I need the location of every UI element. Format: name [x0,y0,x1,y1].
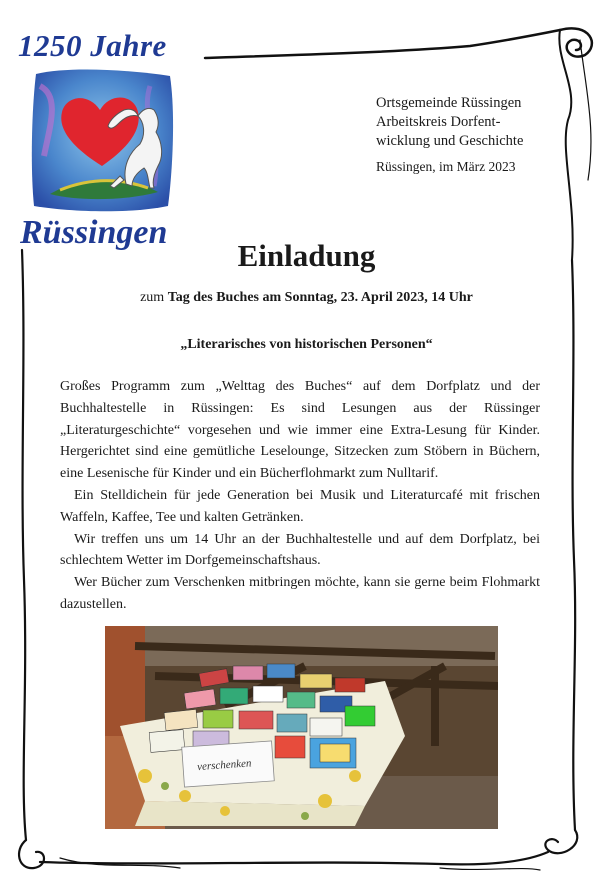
event-subline-prefix: zum [140,290,168,305]
sender-block [376,94,596,176]
sender-department-line2: wicklung und Geschichte [376,133,524,149]
photo-sign-text: verschenken [196,757,252,774]
body-paragraph: Wer Bücher zum Verschenken mitbringen möchte, kann sie gerne beim Flohmarkt dazustellen. [60,575,540,612]
logo-place-name: Rüssingen [20,214,168,251]
logo-title: 1250 Jahre [18,28,167,63]
logo-heart-horse-image [30,66,176,214]
sender-department-line1: Arbeitskreis Dorfent- [376,114,501,130]
book-table-photo [105,626,498,829]
sender-organization: Ortsgemeinde Rüssingen [376,95,522,111]
body-paragraph: Ein Stelldichein für jede Generation bei Musik und Literaturcafé mit frischen Waffeln, Kaffee, Tee und kalten Getränken. [60,487,540,525]
event-motto: „Literarisches von historischen Personen“ [180,337,433,352]
sender-date: Rüssingen, im März 2023 [376,159,516,174]
event-date-line: Tag des Buches am Sonntag, 23. April 2023, 14 Uhr [167,290,473,305]
page-title: Einladung [237,238,376,273]
invitation-body [60,376,540,616]
body-paragraph: Großes Programm zum „Welttag des Buches“ auf dem Dorfplatz und der Buchhaltestelle in Rüssingen: Es sind Lesungen aus der Rüssinger „Literaturgeschichte“ vorgesehen und wie immer eine Extra-Lesung für Kinder. Hergerichtet sind eine gemütliche Leselounge, Sitzecken zum Stöbern in Büchern, eine Lesenische für Kinder und ein Bücherflohmarkt zum Nulltarif. [60,379,540,482]
body-paragraph: Wir treffen uns um 14 Uhr an der Buchhaltestelle und auf dem Dorfplatz, bei schlechtem Wetter im Dorfgemeinschaftshaus. [60,531,540,569]
event-subline [0,290,613,306]
